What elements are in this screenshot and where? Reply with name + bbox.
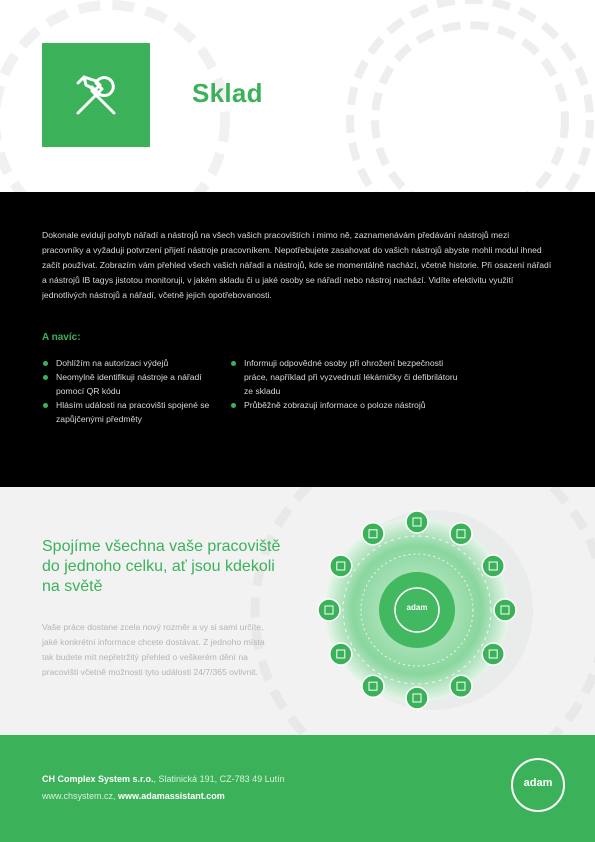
list-item: Dohlížím na autorizaci výdejů — [42, 356, 222, 370]
module-node-icon — [362, 523, 384, 545]
website-link-adam[interactable]: www.adamassistant.com — [118, 791, 225, 801]
module-node-icon — [406, 511, 428, 533]
company-info — [42, 774, 285, 784]
module-node-icon — [406, 687, 428, 709]
module-node-icon — [482, 555, 504, 577]
module-node-icon — [450, 523, 472, 545]
section-headline: Spojíme všechna vaše pracoviště do jednoho celku, ať jsou kdekoli na světě — [42, 538, 281, 595]
company-address: , Slatinická 191, CZ-783 49 Lutín — [153, 774, 285, 784]
list-item: Průběžně zobrazuji informace o poloze nástrojů — [230, 398, 460, 412]
module-logo — [42, 43, 150, 147]
tools-icon — [68, 67, 124, 123]
module-wheel-graphic — [305, 500, 533, 728]
section-body: Vaše práce dostane zcela nový rozměr a vy si sami určíte, jaké konkrétní informace chcete dostávat. Z jednoho místa tak budete mít nepřetržitý přehled o veškerém dění na pracovišti včetně možnosti tyto události 24/7/365 ovlivnit. — [42, 622, 265, 677]
website-link[interactable]: www.chsystem.cz, — [42, 791, 116, 801]
module-node-icon — [450, 675, 472, 697]
module-node-icon — [482, 643, 504, 665]
footer — [0, 735, 595, 842]
company-name: CH Complex System s.r.o. — [42, 774, 154, 784]
module-node-icon — [362, 675, 384, 697]
adam-logo — [511, 758, 565, 812]
adam-logo-text: adam — [523, 777, 553, 789]
extras-heading: A navíc: — [42, 332, 81, 343]
module-node-icon — [318, 599, 340, 621]
list-item: Neomylně identifikuji nástroje a nářadí pomocí QR kódu — [42, 370, 222, 398]
web-links — [42, 791, 225, 801]
bullet-list-right — [230, 356, 460, 412]
hub-label: adam — [406, 603, 428, 612]
module-node-icon — [494, 599, 516, 621]
module-node-icon — [330, 643, 352, 665]
module-node-icon — [330, 555, 352, 577]
list-item: Hlásím události na pracovišti spojené se zapůjčenými předměty — [42, 398, 222, 426]
list-item: Informuji odpovědné osoby při ohrožení bezpečnosti práce, například při vyzvednutí lékárničky či defibrilátoru ze skladu — [230, 356, 460, 398]
intro-text: Dokonale evidují pohyb nářadí a nástrojů na všech vašich pracovištích i mimo ně, zaznamenávám předávání nástrojů mezi pracovníky a vyžaduji potvrzení přijetí nástroje pracovníkem. Nepotřebujete zasahovat do vašich nástrojů abyste mohli modul ihned začít používat. Zobrazím vám přehled všech vašich nářadí a nástrojů, kde se momentálně nachází, včetně historie. Při osazení nářadí a nástrojů IB tagys jistotou monitoruji, v jakém skladu či u jaké osoby se nářadí nebo nástroj nachází. Vidíte efektivitu využití jednotlivých nástrojů a nářadí, včetně jejich opotřebovanosti. — [42, 230, 552, 300]
page-title: Sklad — [192, 78, 263, 108]
bullet-list-left — [42, 356, 222, 426]
